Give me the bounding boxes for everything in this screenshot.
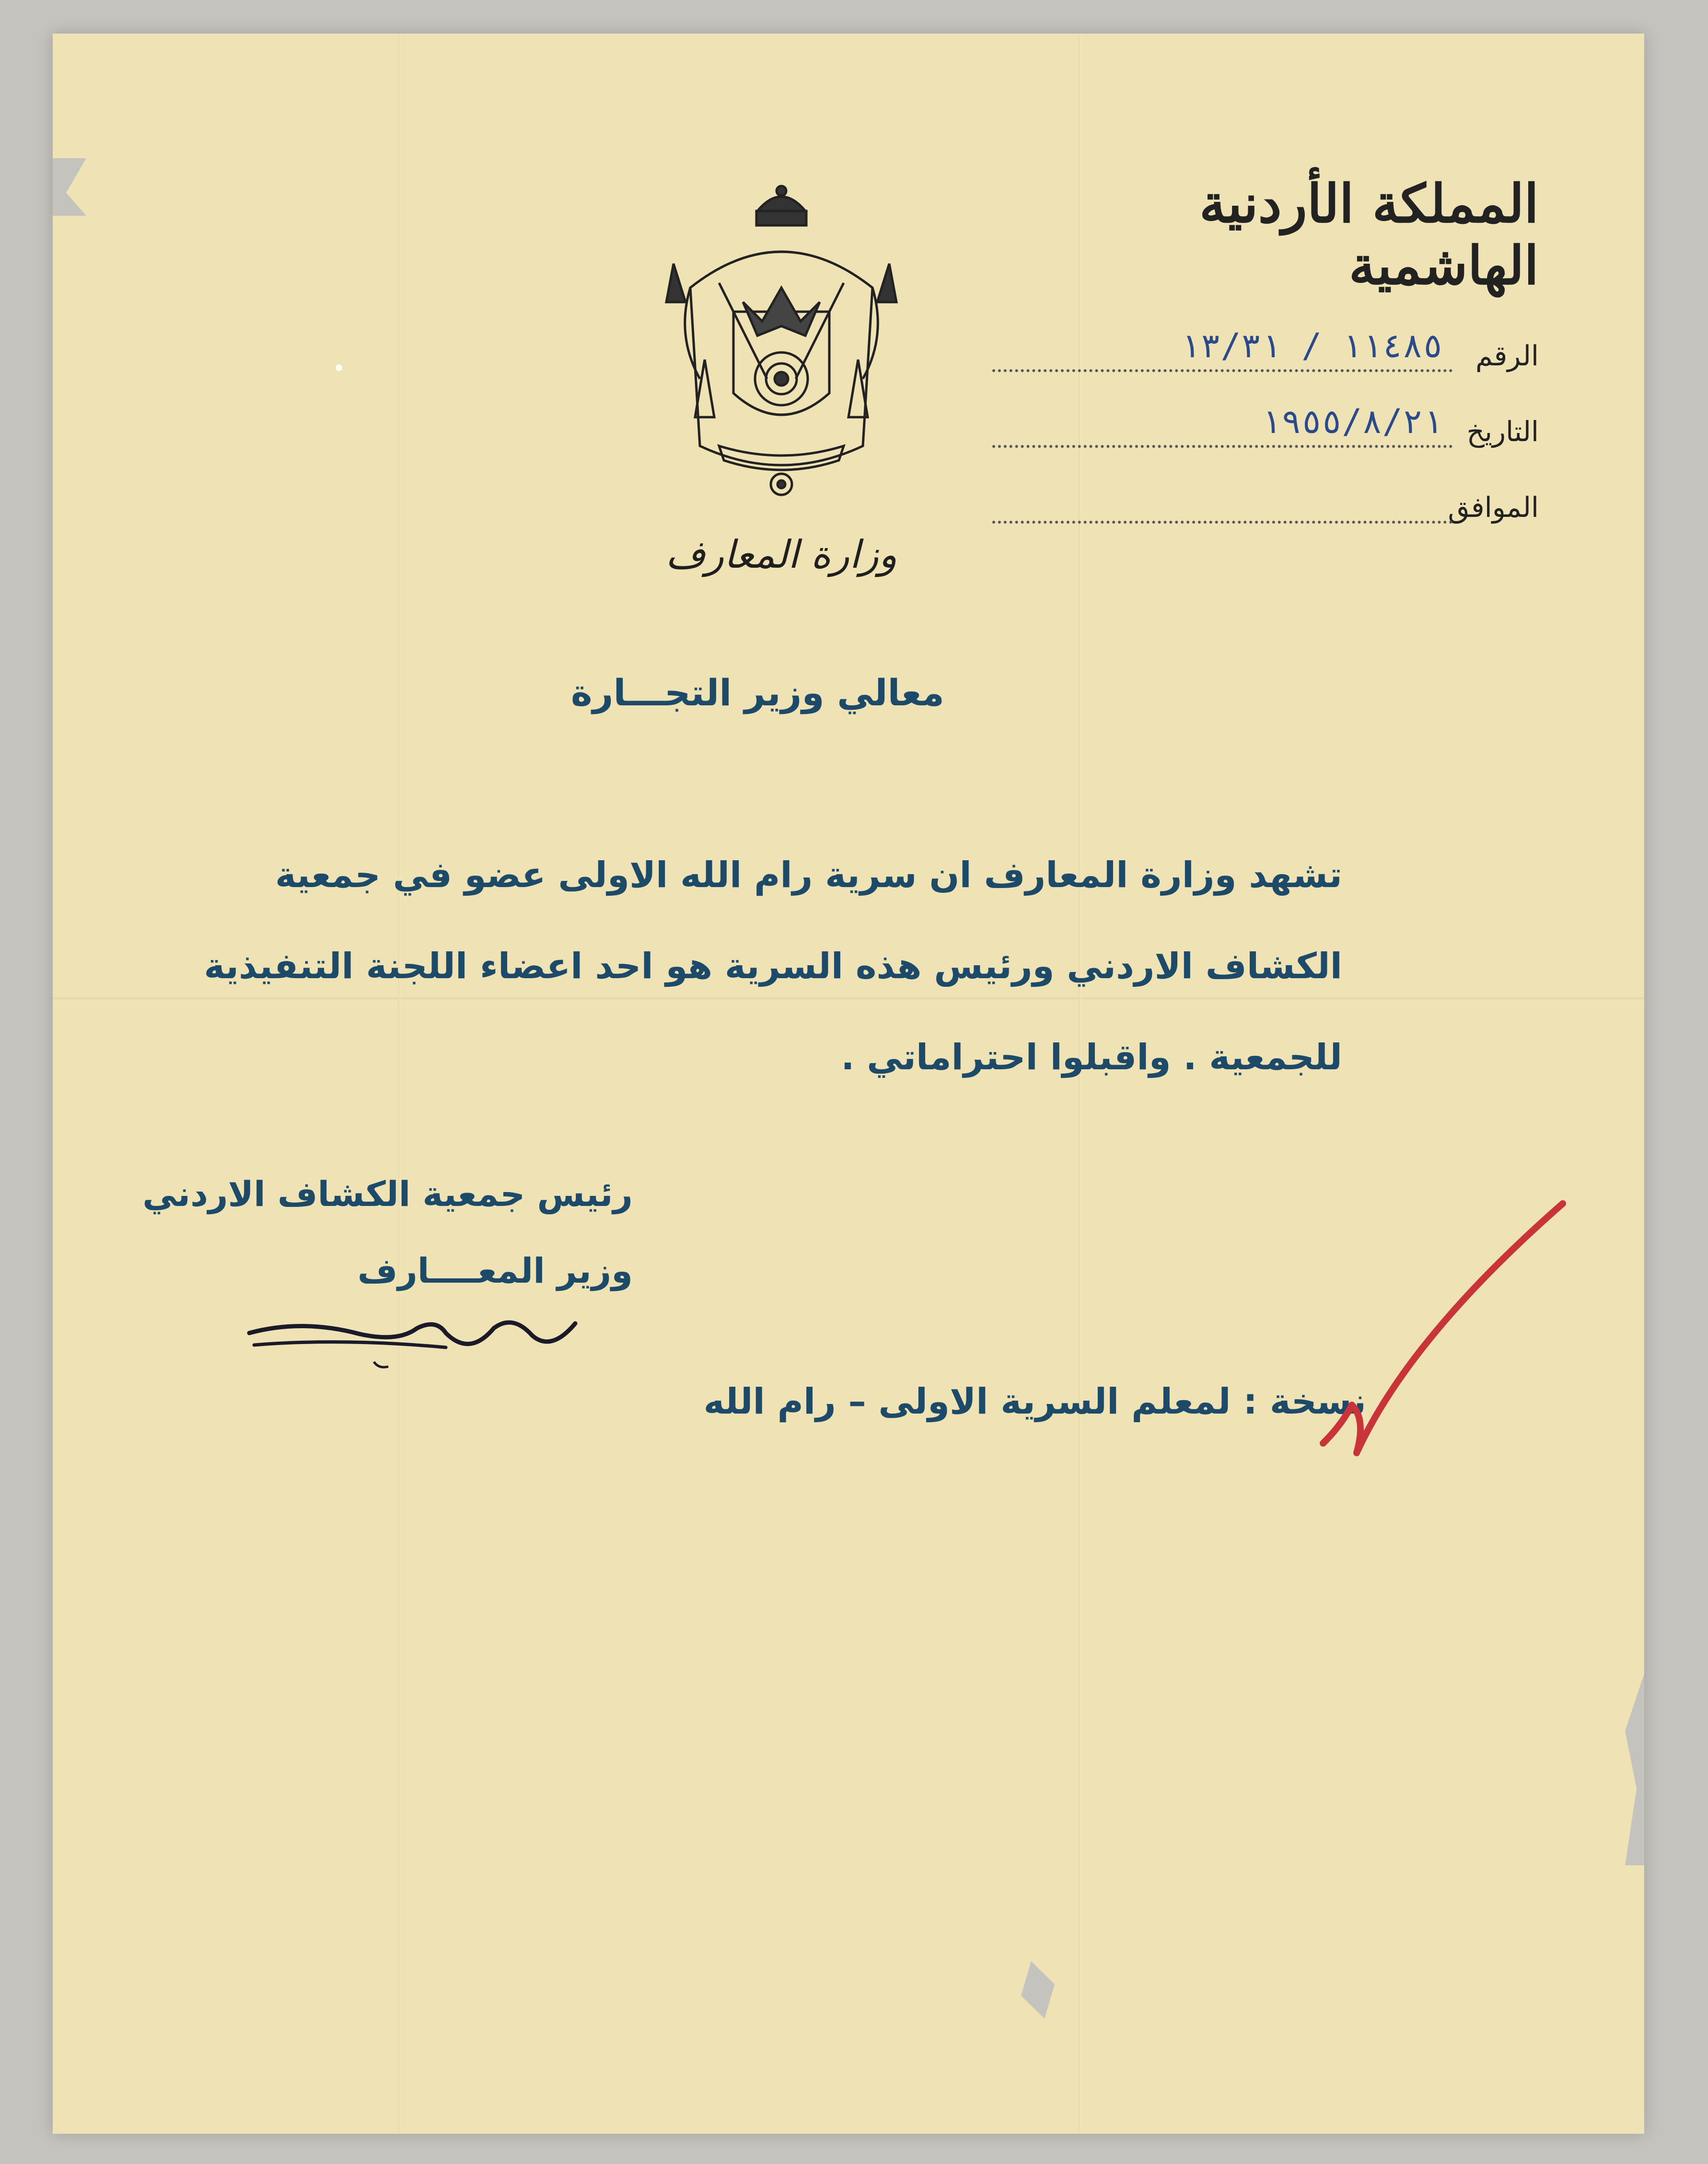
body-line-3: للجمعية . واقبلوا احتراماتي .: [841, 1037, 1342, 1078]
letter-page: [53, 34, 1644, 2134]
torn-edge-bottom: [1021, 1961, 1055, 2019]
signatory-role: وزير المعــــارف: [357, 1251, 633, 1291]
torn-edge-right: [1625, 1673, 1644, 1865]
ministry-name: وزارة المعارف: [665, 532, 897, 577]
date-line: [992, 402, 1452, 448]
body-line-2: الكشاف الاردني ورئيس هذه السرية هو احد اعضاء اللجنة التنفيذية: [204, 946, 1342, 987]
addressee: معالي وزير التجـــارة: [570, 671, 944, 714]
date-label: التاريخ: [1466, 415, 1539, 448]
ref-line: [992, 326, 1452, 372]
ref-value: ١١٤٨٥ / ١٣/٣١: [1180, 326, 1443, 365]
corresponding-line: [992, 482, 1452, 524]
date-row: [992, 390, 1539, 448]
corresponding-label: الموافق: [1448, 491, 1539, 524]
copy-notation: نسخة : لمعلم السرية الاولى – رام الله: [703, 1381, 1366, 1422]
coat-of-arms-icon: [647, 177, 916, 503]
signatory-title: رئيس جمعية الكشاف الاردني: [142, 1174, 633, 1214]
kingdom-header: المملكة الأردنية الهاشمية: [1199, 173, 1539, 296]
letter-body: [201, 830, 1342, 1103]
pin-hole: [336, 364, 342, 371]
letterhead-right: [992, 173, 1539, 524]
red-check-mark-icon: [1313, 1194, 1572, 1462]
corresponding-row: [992, 466, 1539, 524]
signatory-block: [142, 1156, 633, 1309]
ref-row: [992, 315, 1539, 372]
date-value: ١٩٥٥/٨/٢١: [1261, 402, 1443, 441]
torn-edge-top-left: [53, 158, 86, 216]
ref-label: الرقم: [1475, 339, 1539, 372]
handwritten-signature: [244, 1299, 580, 1371]
body-line-1: تشهد وزارة المعارف ان سرية رام الله الاولى عضو في جمعية: [275, 854, 1342, 896]
